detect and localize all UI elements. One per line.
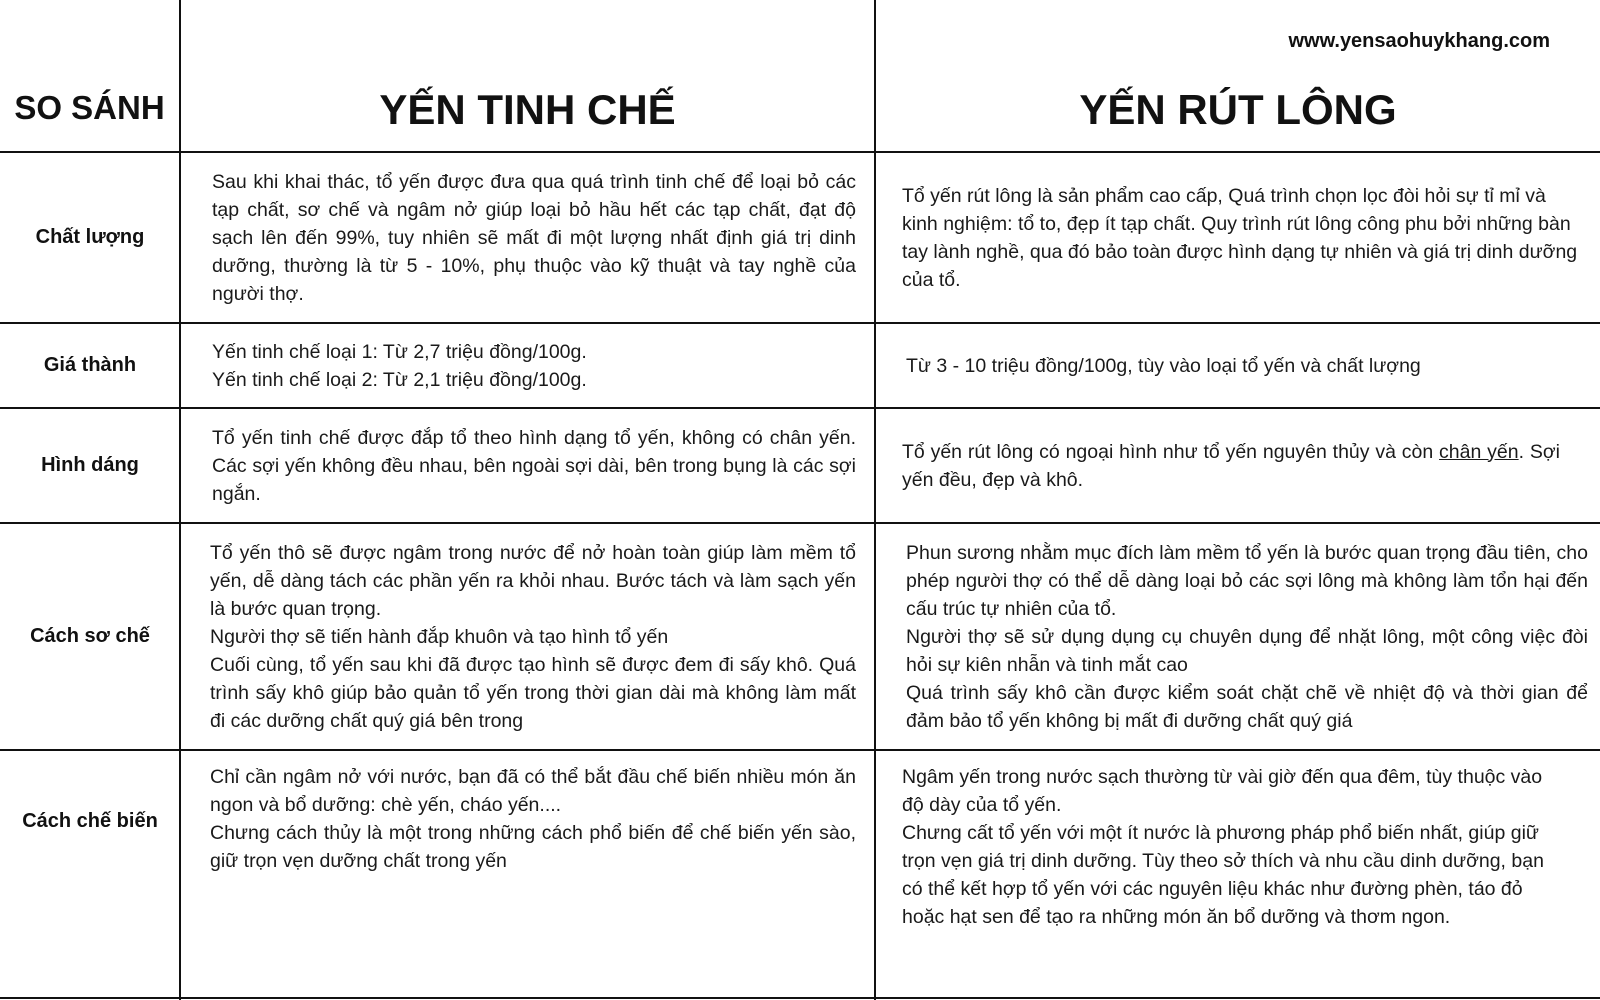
row-divider — [0, 997, 1600, 999]
cell-chat-luong-tinh-che — [212, 153, 856, 322]
cell-cach-so-che-rut-long — [906, 524, 1588, 749]
cell-text: Yến tinh chế loại 1: Từ 2,7 triệu đồng/100g. — [212, 340, 587, 363]
header-yen-rut-long: YẾN RÚT LÔNG — [1079, 86, 1397, 133]
cell-text: Chỉ cần ngâm nở với nước, bạn đã có thể bắt đầu chế biến nhiều món ăn ngon và bổ dưỡng: chè yến, cháo yến.... — [210, 766, 856, 816]
cell-hinh-dang-rut-long — [902, 409, 1560, 522]
cell-text-post: . Sợi yến đều, đẹp và khô. — [902, 440, 1560, 491]
cell-text: Tổ yến rút lông là sản phẩm cao cấp, Quá trình chọn lọc đòi hỏi sự tỉ mỉ và kinh nghiệm: tổ to, đẹp ít tạp chất. Quy trình rút lông công phu bởi những bàn tay lành nghề, qua đó bảo toàn được hình dạng tự nhiên và giá trị dinh dưỡng của tổ. — [902, 184, 1578, 291]
cell-text: Ngâm yến trong nước sạch thường từ vài giờ đến qua đêm, tùy thuộc vào độ dày của tổ yến. — [902, 766, 1543, 816]
cell-chat-luong-rut-long — [902, 153, 1578, 322]
row-divider — [0, 749, 1600, 751]
cell-text: Tổ yến tinh chế được đắp tổ theo hình dạng tổ yến, không có chân yến. Các sợi yến không đều nhau, bên ngoài sợi dài, bên trong bụng là các sợi ngắn. — [212, 426, 856, 505]
row-label-chat-luong: Chất lượng — [35, 226, 145, 248]
website-url[interactable]: www.yensaohuykhang.com — [1288, 30, 1550, 52]
cell-text: Chưng cách thủy là một trong những cách phổ biến để chế biến yến sào, giữ trọn vẹn dưỡng chất trong yến — [210, 822, 856, 872]
cell-text: Người thợ sẽ sử dụng dụng cụ chuyên dụng để nhặt lông, một công việc đòi hỏi sự kiên nhẫn và tinh mắt cao — [906, 625, 1588, 676]
row-label-hinh-dang: Hình dáng — [41, 454, 139, 476]
cell-text: Chưng cất tổ yến với một ít nước là phương pháp phổ biến nhất, giúp giữ trọn vẹn giá trị dinh dưỡng. Tùy theo sở thích và nhu cầu dinh dưỡng, bạn có thể kết hợp tổ yến với các nguyên liệu khác như đường phèn, táo đỏ hoặc hạt sen để tạo ra những món ăn bổ dưỡng và thơm ngon. — [902, 822, 1544, 928]
cell-cach-so-che-tinh-che — [210, 524, 856, 749]
cell-text: Tổ yến thô sẽ được ngâm trong nước để nở hoàn toàn giúp làm mềm tổ yến, dễ dàng tách các phần yến ra khỏi nhau. Bước tách và làm sạch yến là bước quan trọng. — [210, 541, 856, 620]
row-label-gia-thanh: Giá thành — [43, 354, 137, 376]
row-label-cach-so-che: Cách sơ chế — [30, 625, 150, 647]
cell-cach-che-bien-tinh-che — [210, 763, 856, 875]
cell-text: Cuối cùng, tổ yến sau khi đã được tạo hình sẽ được đem đi sấy khô. Quá trình sấy khô giúp bảo quản tổ yến trong thời gian dài mà không làm mất đi các dưỡng chất quý giá bên trong — [210, 653, 856, 732]
cell-gia-thanh-rut-long — [906, 324, 1578, 407]
cell-text — [902, 438, 1560, 494]
cell-text: Sau khi khai thác, tổ yến được đưa qua quá trình tinh chế để loại bỏ các tạp chất, sơ chế và ngâm nở giúp loại bỏ hầu hết các tạp chất, đạt độ sạch lên đến 99%, tuy nhiên sẽ mất đi một lượng nhất định giá trị dinh dưỡng, thường là từ 5 - 10%, phụ thuộc vào kỹ thuật và tay nghề của người thợ. — [212, 170, 856, 305]
cell-text: Phun sương nhằm mục đích làm mềm tổ yến là bước quan trọng đầu tiên, cho phép người thợ có thể dễ dàng loại bỏ các sợi lông mà không làm tổn hại đến cấu trúc tự nhiên của tổ. — [906, 541, 1588, 620]
header-compare: SO SÁNH — [14, 89, 165, 126]
chan-yen-link[interactable]: chân yến — [1439, 440, 1519, 463]
column-divider — [874, 0, 876, 1000]
cell-text: Người thợ sẽ tiến hành đắp khuôn và tạo hình tổ yến — [210, 625, 669, 648]
header-yen-tinh-che: YẾN TINH CHẾ — [379, 86, 676, 133]
cell-text: Từ 3 - 10 triệu đồng/100g, tùy vào loại tổ yến và chất lượng — [906, 354, 1421, 377]
cell-text: Quá trình sấy khô cần được kiểm soát chặt chẽ về nhiệt độ và thời gian để đảm bảo tổ yến không bị mất đi dưỡng chất quý giá — [906, 681, 1588, 732]
cell-hinh-dang-tinh-che — [212, 409, 856, 522]
row-label-cach-che-bien: Cách chế biến — [22, 809, 158, 832]
cell-gia-thanh-tinh-che — [212, 324, 856, 407]
cell-text: Yến tinh chế loại 2: Từ 2,1 triệu đồng/100g. — [212, 368, 587, 391]
cell-text-pre: Tổ yến rút lông có ngoại hình như tổ yến nguyên thủy và còn — [902, 440, 1440, 463]
cell-cach-che-bien-rut-long — [902, 763, 1554, 931]
